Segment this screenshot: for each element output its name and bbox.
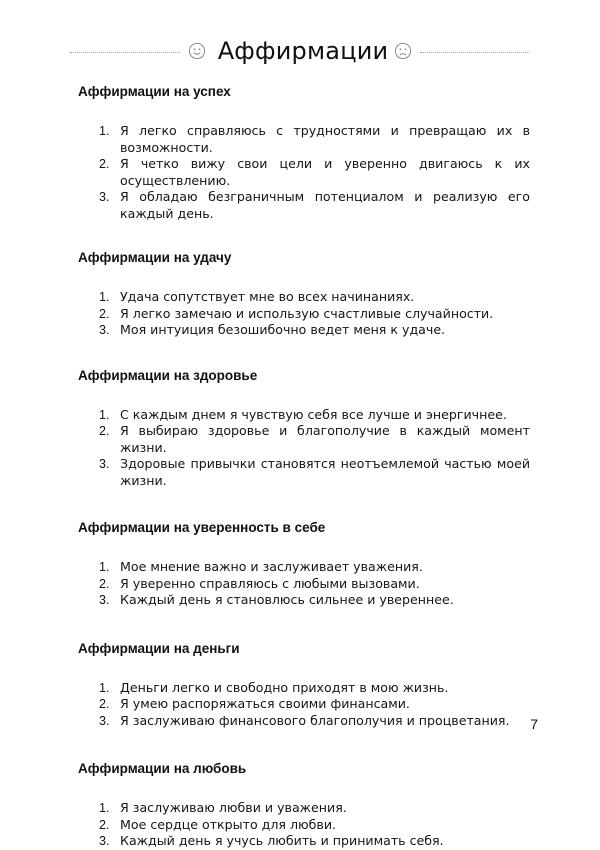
section-heading: Аффирмации на уверенность в себе [78, 520, 326, 535]
page-number: 7 [530, 716, 538, 732]
item-text: Я уверенно справляюсь с любыми вызовами. [120, 575, 420, 591]
smiling-face-icon [188, 42, 206, 60]
item-number: 3. [99, 190, 110, 204]
list-item [78, 156, 530, 189]
title-rule-left [70, 52, 180, 53]
list-item [78, 423, 530, 456]
list-item [78, 592, 530, 609]
item-text: Я умею распоряжаться своими финансами. [120, 696, 410, 711]
item-text: Каждый день я учусь любить и принимать себя. [120, 833, 444, 848]
item-text: Мое мнение важно и заслуживает уважения. [120, 559, 423, 574]
frowning-face-icon [394, 42, 412, 60]
section-health [78, 368, 530, 490]
affirmation-list [78, 559, 530, 609]
list-item [78, 322, 530, 339]
affirmation-list [78, 680, 530, 730]
list-item [78, 713, 530, 730]
item-text: Я выбираю здоровье и благополучие в каждый момент жизни. [120, 423, 530, 455]
section-love [78, 761, 530, 850]
item-number: 2. [99, 424, 110, 438]
item-text: Удача сопутствует мне во всех начинаниях. [120, 289, 415, 304]
title-rule-right [420, 52, 530, 53]
section-money [78, 641, 530, 730]
list-item [78, 123, 530, 156]
list-item [78, 407, 530, 424]
list-item [78, 817, 530, 834]
list-item [78, 456, 530, 489]
title-row [70, 34, 530, 68]
item-text: Деньги легко и свободно приходят в мою жизнь. [120, 679, 449, 695]
list-item [78, 289, 530, 306]
item-number: 1. [99, 124, 110, 138]
list-item [78, 800, 530, 817]
section-heading: Аффирмации на успех [78, 84, 231, 99]
affirmation-list [78, 289, 530, 339]
item-text: Я заслуживаю финансового благополучия и процветания. [120, 712, 510, 728]
item-number: 2. [99, 697, 110, 711]
list-item [78, 559, 530, 576]
item-number: 3. [99, 457, 110, 471]
item-number: 1. [99, 407, 110, 422]
list-item [78, 696, 530, 713]
list-item [78, 833, 530, 850]
item-number: 2. [99, 576, 110, 591]
item-number: 3. [99, 834, 110, 848]
item-text: Моя интуиция безошибочно ведет меня к удаче. [120, 322, 446, 337]
item-number: 1. [99, 680, 110, 695]
section-luck [78, 250, 530, 339]
item-text: С каждым днем я чувствую себя все лучше и энергичнее. [120, 406, 507, 422]
page-title: Аффирмации [217, 37, 389, 65]
item-text: Я легко справляюсь с трудностями и превращаю их в возможности. [120, 123, 530, 155]
section-heading: Аффирмации на деньги [78, 640, 240, 656]
item-number: 1. [99, 290, 110, 304]
section-heading: Аффирмации на удачу [78, 250, 232, 265]
item-text: Я легко замечаю и использую счастливые случайности. [120, 305, 494, 321]
affirmation-list [78, 800, 530, 850]
item-text: Я обладаю безграничным потенциалом и реализую его каждый день. [120, 189, 530, 221]
item-number: 3. [99, 323, 110, 337]
section-heading: Аффирмации на любовь [78, 761, 247, 776]
item-text: Мое сердце открыто для любви. [120, 816, 337, 832]
section-confidence [78, 520, 530, 609]
list-item [78, 576, 530, 593]
section-success [78, 84, 530, 222]
item-text: Каждый день я становлюсь сильнее и увереннее. [120, 592, 454, 607]
item-number: 2. [99, 306, 110, 321]
section-heading: Аффирмации на здоровье [78, 367, 258, 383]
list-item [78, 680, 530, 697]
affirmations-content [78, 84, 530, 850]
list-item [78, 306, 530, 323]
item-number: 1. [99, 801, 110, 815]
item-number: 3. [99, 593, 110, 607]
item-number: 2. [99, 817, 110, 832]
list-item [78, 189, 530, 222]
item-text: Здоровые привычки становятся неотъемлемой частью моей жизни. [120, 456, 530, 488]
affirmation-list [78, 407, 530, 490]
item-text: Я заслуживаю любви и уважения. [120, 800, 347, 815]
affirmation-list [78, 123, 530, 222]
item-text: Я четко вижу свои цели и уверенно двигаюсь к их осуществлению. [120, 156, 530, 188]
item-number: 3. [99, 713, 110, 728]
item-number: 1. [99, 560, 110, 574]
item-number: 2. [99, 157, 110, 171]
